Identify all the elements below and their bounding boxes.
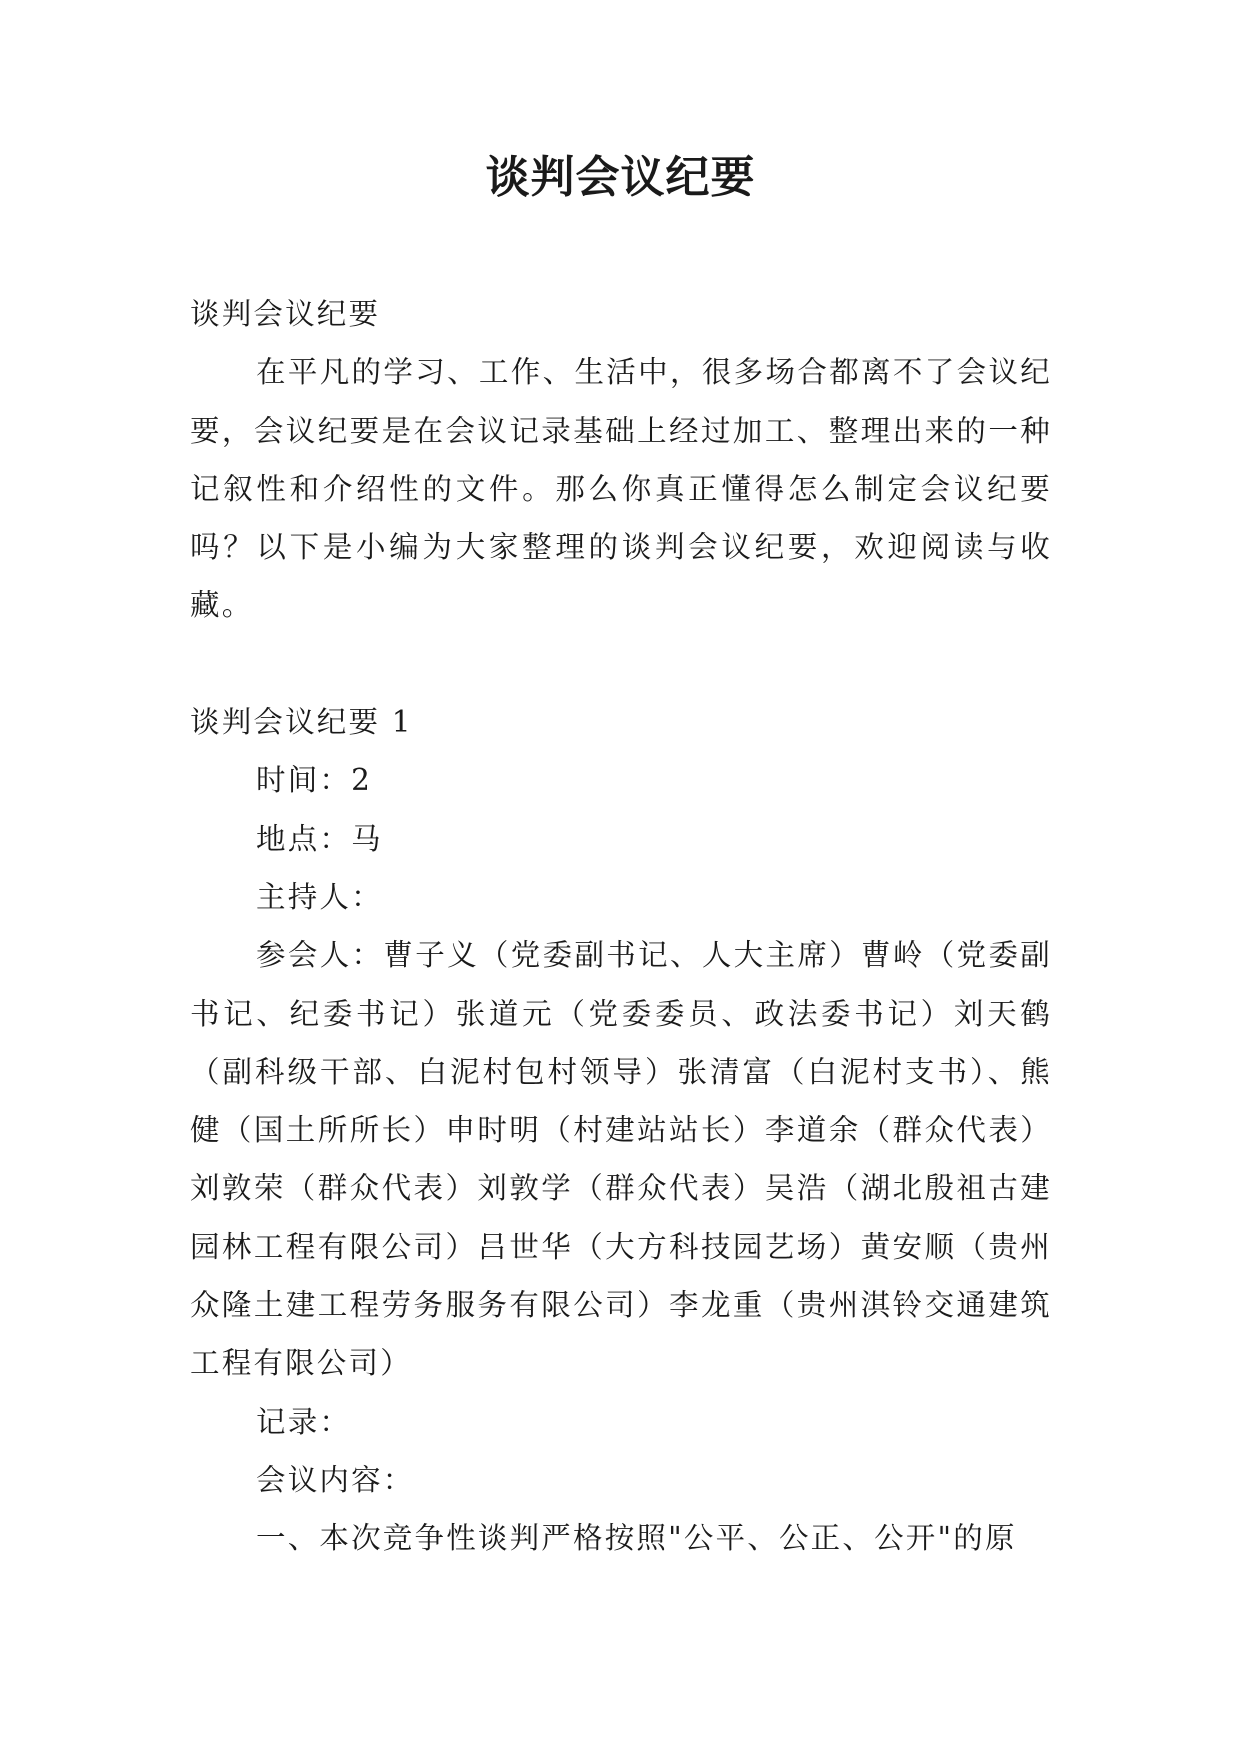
meeting-attendees: 参会人：曹子义（党委副书记、人大主席）曹岭（党委副书记、纪委书记）张道元（党委委员、政法委书记）刘天鹤（副科级干部、白泥村包村领导）张清富（白泥村支书）、熊健（国土所所长）申时明（村建站站长）李道余（群众代表）刘敦荣（群众代表）刘敦学（群众代表）吴浩（湖北殷祖古建园林工程有限公司）吕世华（大方科技园艺场）黄安顺（贵州众隆土建工程劳务服务有限公司）李龙重（贵州淇铃交通建筑工程有限公司） [190,938,1052,1381]
paragraph-spacer [190,635,1052,693]
meeting-item-1: 一、本次竞争性谈判严格按照"公平、公正、公开"的原 [256,1521,1017,1556]
meeting-time: 时间：2 [256,763,373,798]
meeting-recorder: 记录： [256,1404,352,1439]
document-title: 谈判会议纪要 [485,152,756,203]
document-body [190,285,1052,1568]
meeting-content-label: 会议内容： [256,1462,415,1497]
intro-paragraph: 在平凡的学习、工作、生活中，很多场合都离不了会议纪要，会议纪要是在会议记录基础上经过加工、整理出来的一种记叙性和介绍性的文件。那么你真正懂得怎么制定会议纪要吗？以下是小编为大家整理的谈判会议纪要，欢迎阅读与收藏。 [190,355,1052,623]
section-heading: 谈判会议纪要 1 [190,705,413,740]
meeting-host: 主持人： [256,879,383,914]
intro-heading: 谈判会议纪要 [190,297,381,331]
meeting-place: 地点：马 [256,821,383,856]
